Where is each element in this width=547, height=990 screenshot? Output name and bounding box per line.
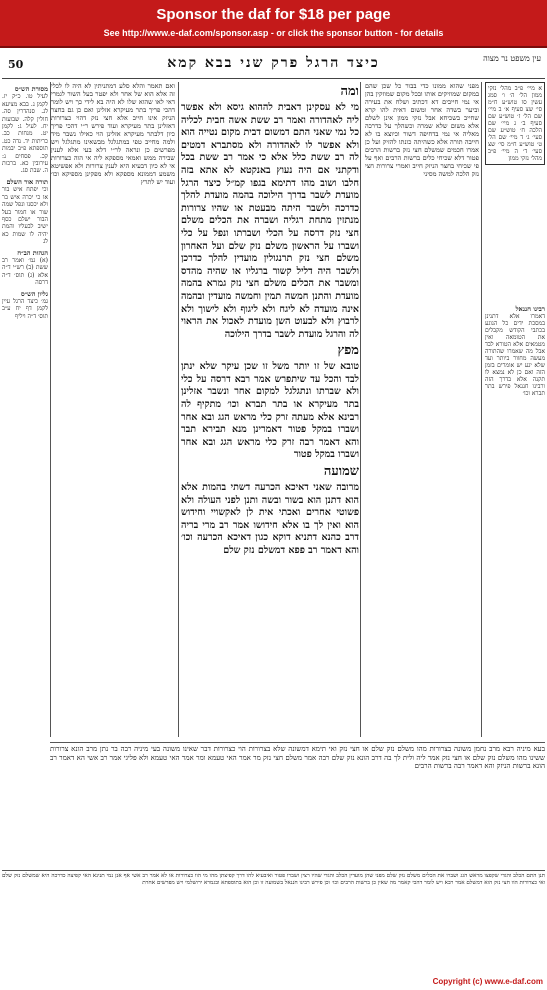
gilyon-notes: גמ׳ כיצד הרגל עיין לקמן דף יח ע״ב תוס׳ ד״ה ויליף xyxy=(2,297,48,320)
banner-subtitle-text: See http://www.e-daf.com/sponsor.asp - or click the sponsor button - for details xyxy=(103,28,444,38)
gemara-catchword-2: מפץ xyxy=(337,343,359,359)
ein-mishpat-heading: עין משפט נר מצוה xyxy=(483,54,541,63)
masoret-column xyxy=(2,82,48,822)
masoret-notes: לעיל טו. כ״ק יז. לקמן נ. בבא מציעא לג. סנהדרין סה. חולין קלה. שבועות יח. לעיל ג: לקמן יט. מנחות כב. כריתות יד. נדה כט. תוספתא פ״ב יבמות קכ. פסחים נ: עירובין כא. ברכות ה. שבת סג. xyxy=(2,93,48,175)
gilyon-label: גליון הש״ס xyxy=(21,289,48,298)
continued-commentary: בעא מיניה רבא מרב נחמן משונה בצרורות מהו משלם נזק שלם או חצי נזק ואי תימא דמשונה שלא בצרורות הוי כצרורות דבר שאינו משונה בעי מיניה רבה בר נתן מרב הונא צרורות ששינו מהו משלם נזק שלם או חצי נזק אמר ליה ולית לך בה דרב הונא נזק שלם רבה אמר משלם חצי נזק מר אמר האי טעמא ומר אמר האי טעמא ולא פליגי אמר רב אשי הא דאמר רב הונא ברשות הניזק והא דאמר רבה ברשות הרבים xyxy=(50,742,545,865)
column-divider xyxy=(178,82,179,737)
gemara-text-3: מרובה שאני דאיכא הכרעה דשתי בהמות אלא הוא דתנן הוא בשור ובשה ותנן לפני העולה ולא פשוטי אחרים ואכתי אית לן לאקשויי וחידוש הוא ואין לך בו אלא חידושו אמר רב מרי בריה דרב כהנא דתניא דוקא כגון דאיכא הכרעה וכו׳ והא דאמר רב פפא דמשלם נזק שלם xyxy=(181,482,359,556)
gemara-catchword-3: שמועה xyxy=(323,464,359,480)
page-number: 50 xyxy=(8,58,24,71)
rabbeinu-chananel-label: רבינו חננאל xyxy=(515,305,545,313)
gemara-column xyxy=(181,82,359,737)
banner-title: Sponsor the daf for $18 per page xyxy=(156,6,391,23)
footnotes: תנן התם הכלב והגדי שקפצו מראש הגג ושברו את הכלים משלם נזק שלם מפני שהן מועדין הכלב והגדי שהיו רצין ושברו פטור ואיבעיא להו דרך קפיצתן מהו מי הוו כצרורות או לא אמר רב אשי אף אנן נמי תנינא האי קפיצה כדרכה היא שמשלם נזק שלם ואי כצרורות הוו חצי נזק הוא דמשלם אמר רבא ויש לומר דהכי קאמר מה שאין כן ברשות הרבים וכו׳ וכן פירש רבינו חננאל בשמועה זו וכן הוא בתוספתא ובגמרא ירושלמי ויש מפרשים אחרת xyxy=(2,870,545,971)
rashi-text: מפני שהוא ממונו כדי בבור כל שכן שהם במקום שמוזיקים אותו ובכל מקום שמוזקין בהן אי נמי חייבים דא דכתיב ושלח את בעירה וביער בשדה אחר ומשום דאית להו קרא שחייב בשכיחא אבל נזקי ממון אינן לשלם אלא משום שלא שמרה וכשהלך על כדרכה מאליה אי נמי בדחיפה דשור וכיוצא בו לא חייבה תורה אלא כשהיתה כונתו להזיק ועל כן אמרו חכמים שמשלם חצי נזק ברשות הרבים פטור דלא שכיחי כלים ברשות הרבים ואף על פי שכיחי בחצר הניזק חייב ואמרי צרורות חצי נזק הלכה למשה מסיני xyxy=(365,82,479,178)
sponsor-banner[interactable] xyxy=(0,0,547,48)
masoret-label: מסורת הש״ס xyxy=(14,85,48,93)
page-title: כיצד הרגל פרק שני בבא קמא xyxy=(167,55,380,71)
hagahot-notes: (א) גמ׳ ואמר רב ששת (ב) רש״י ד״ה אלא (ג) תוס׳ ד״ה דרסה xyxy=(2,256,48,287)
column-divider xyxy=(481,82,482,737)
talmud-page xyxy=(2,52,545,972)
hagahot-label: הגהות הב״ח xyxy=(17,248,48,257)
gemara-catchword-1: ומה xyxy=(340,84,359,99)
gemara-text-1: מי לא עסקינן דאבית לההוא גיסא ולא אפשר ליה לאהדורה ואמר רב ששת אשה חבית לכליה כל נמי שאני התם דמשום דבית מקום נטייה הוא ולא אפשר לו לאהדורה ולא מסתברא דמטים לה רב ששת כלל אלא כי אמר רב ששת בכל ודקתני אם היה נעוץ באנקטא לא אתא בזה חלבו ושוב מהו דתימא בגפו קמ״ל כיצד הרגל מועדת לשבר בדרך הילוכה בהמה מועדת להלך כדרכה ולשבר היתה מבעטת או שהיו צרורות מנתזין מתחת רגליה ושברה את הכלים משלם חצי נזק דרסה על הכלי ושברתו ונפל על כלי ושברו על הראשון משלם נזק שלם ועל האחרון משלם חצי נזק תרנגולין מועדין להלך כדרכן ולשבר היה דליל קשור ברגליו או שהיה מהדס ומשבר את הכלים משלם חצי נזק גמרא בהמה מועדת והתנן חמשה תמין וחמשה מועדין ובהמה אינה מועדה לא ליגח ולא ליגוף ולא לישוך ולא לרבוץ ולא לבעוט השן מועדת לאכול את הראוי לה והרגל מועדת לשבר בדרך הילוכה xyxy=(181,102,359,340)
rabbeinu-chananel-column xyxy=(485,302,545,632)
page-header xyxy=(2,52,545,79)
rashi-column xyxy=(365,82,479,757)
column-divider xyxy=(360,82,361,737)
column-divider xyxy=(50,82,51,737)
rabbeinu-chananel-text: דאמרו אלא דתנינן במסכת ידים כל הנוגע בכתבי הקודש מקבלים את הטומאה ואין מטמאים אלא הטורא לבד אבל מה שאמרו שהתורה מעשה מחוור ביותר ועד שלא יגע יש אומרים בזמן הזה ואם כן לא נמצא לו תקנה אלא בדרך הזה ורבינו חננאל פירש בתר תברא וכו׳ xyxy=(485,313,545,397)
copyright-link[interactable]: Copyright (c) www.e-daf.com xyxy=(432,977,543,986)
banner-subtitle[interactable] xyxy=(0,28,547,38)
tosafot-text: ואם תאמר והלא סלע דמתניתין לא היה לו לכלי זה אלא הוא של אחר ולא יפטר בעל השור לגמרי דאי לאו שהוא שלו לא היה בא לידי כך ויש לומר דהכי פריך בתר מעיקרא אזלינן ואם כן גם בחצר הניזק אינו חייב אלא חצי נזק דהוי כצרורות דאזלינן בתר מעיקרא ועוד פירש ר״י דהכי פריך כיון דלבתר מעיקרא אזלינן הוי כאילו נשבר מיד ולמה מחייב טפי במתגלגל מבשאינו מתגלגל ויש מפרשים כן ונראה לר״י דלא בעי אלא לענין שבירה ממש ואמאי מספקא ליה אי הוה כצרורות אי לא כיון דבעיא היא לענין צרורות ולא אפשיטא משמע דממונא מספקא ולא מפקינן מספיקא וכו׳ ועוד יש לתרץ xyxy=(51,82,175,186)
torah-or-notes: וכי יפתח איש בור או כי יכרה איש בר ולא יכסנו ונפל שמה שור או חמור בעל הבור ישלם כסף ישיב לבעליו והמת יהיה לו שמות כא לג xyxy=(2,186,48,246)
tosafot-column xyxy=(51,82,175,757)
torah-or-label: תורה אור השלם xyxy=(6,177,48,186)
ein-mishpat-notes: א מיי׳ פ״ב מהל׳ נזקי ממון הל׳ ה׳ ו׳ סמג עשין סו טוש״ע ח״מ סי׳ שצ סעיף א׳ ב מיי׳ שם הל׳ ז׳ טוש״ע שם סעיף ב׳ ג מיי׳ שם הלכה ח׳ טוש״ע שם סעי׳ ג׳ ד מיי׳ שם הל׳ ט׳ טוש״ע ח״מ סי׳ שצ סעי׳ ד׳ ה מיי׳ פ״ב מהל׳ נזקי ממון xyxy=(485,82,545,165)
gemara-text-2: טובא של זו יותר משל זו שכן עיקר שלא ינתן לבד והכל עד שיתפרש אמר רבא דרסה על כלי ולא שברתו ונתגלגל למקום אחר ונשבר אזלינן בתר מעיקרא או בתר תברא וכו׳ מתקיף לה רבינא אלא מעתה זרק כלי מראש הגג ובא אחר ושברו במקל פטור דאמרינן מנא תבירא תבר והא דאמר רבה זרק כלי מראש הגג ובא אחר ושברו במקל פטור xyxy=(181,361,359,461)
